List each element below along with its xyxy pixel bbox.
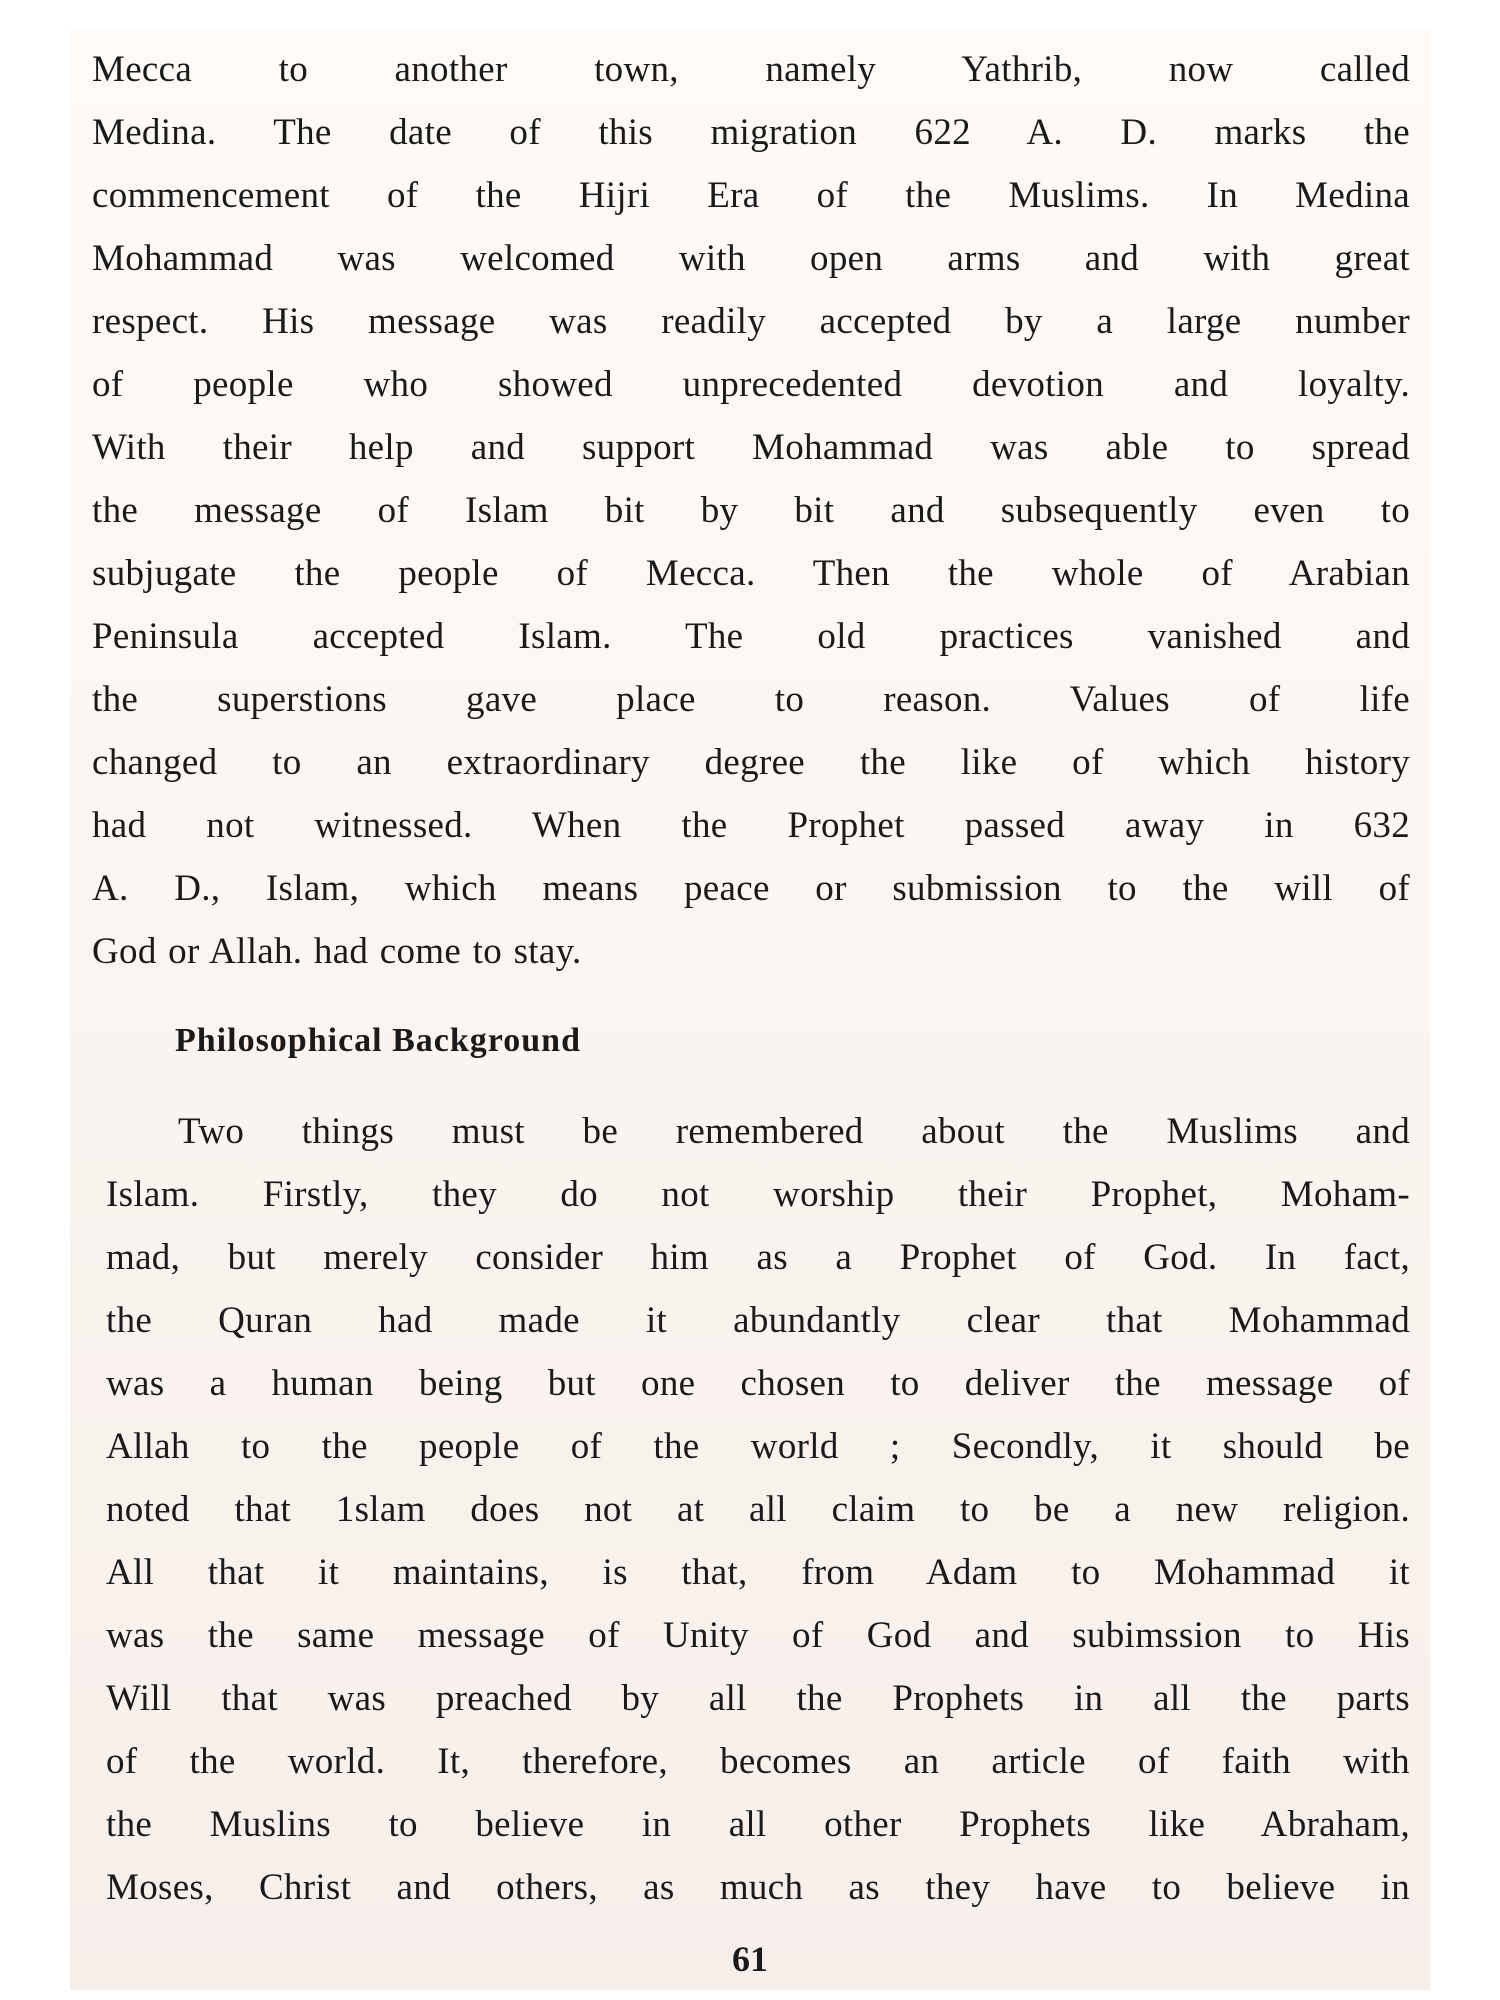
text-line: of people who showed unprecedented devotion and loyalty. [92,364,1410,405]
text-line: the superstions gave place to reason. Values of life [92,679,1410,720]
text-line: Two things must be remembered about the Muslims and [178,1111,1410,1152]
text-line: had not witnessed. When the Prophet passed away in 632 [92,805,1410,846]
text-line: was a human being but one chosen to deliver the message of [106,1363,1410,1404]
text-line: noted that 1slam does not at all claim to be a new religion. [106,1489,1410,1530]
text-line: Mecca to another town, namely Yathrib, now called [92,49,1410,90]
text-line: subjugate the people of Mecca. Then the whole of Arabian [92,553,1410,594]
text-line: respect. His message was readily accepted by a large number [92,301,1410,342]
text-line: All that it maintains, is that, from Adam to Mohammad it [106,1552,1410,1593]
text-line: Peninsula accepted Islam. The old practices vanished and [92,616,1410,657]
text-line: mad, but merely consider him as a Prophet of God. In fact, [106,1237,1410,1278]
text-line: was the same message of Unity of God and subimssion to His [106,1615,1410,1656]
paragraph-philosophical-background [106,1100,1410,1919]
text-line: Moses, Christ and others, as much as they have to believe in [106,1867,1410,1908]
paragraph-migration [92,38,1410,983]
text-line: changed to an extraordinary degree the like of which history [92,742,1410,783]
text-line: God or Allah. had come to stay. [92,931,582,972]
section-heading: Philosophical Background [175,1022,581,1059]
text-line: commencement of the Hijri Era of the Muslims. In Medina [92,175,1410,216]
text-line: the Quran had made it abundantly clear that Mohammad [106,1300,1410,1341]
text-line: of the world. It, therefore, becomes an article of faith with [106,1741,1410,1782]
text-line: Allah to the people of the world ; Secondly, it should be [106,1426,1410,1467]
page-number: 61 [732,1939,768,1979]
text-line: the Muslins to believe in all other Prophets like Abraham, [106,1804,1410,1845]
text-line: Will that was preached by all the Prophets in all the parts [106,1678,1410,1719]
text-line: Mohammad was welcomed with open arms and with great [92,238,1410,279]
text-line: A. D., Islam, which means peace or submission to the will of [92,868,1410,909]
text-line: With their help and support Mohammad was able to spread [92,427,1410,468]
text-line: Medina. The date of this migration 622 A. D. marks the [92,112,1410,153]
text-line: Islam. Firstly, they do not worship their Prophet, Moham- [106,1174,1410,1215]
text-line: the message of Islam bit by bit and subsequently even to [92,490,1410,531]
